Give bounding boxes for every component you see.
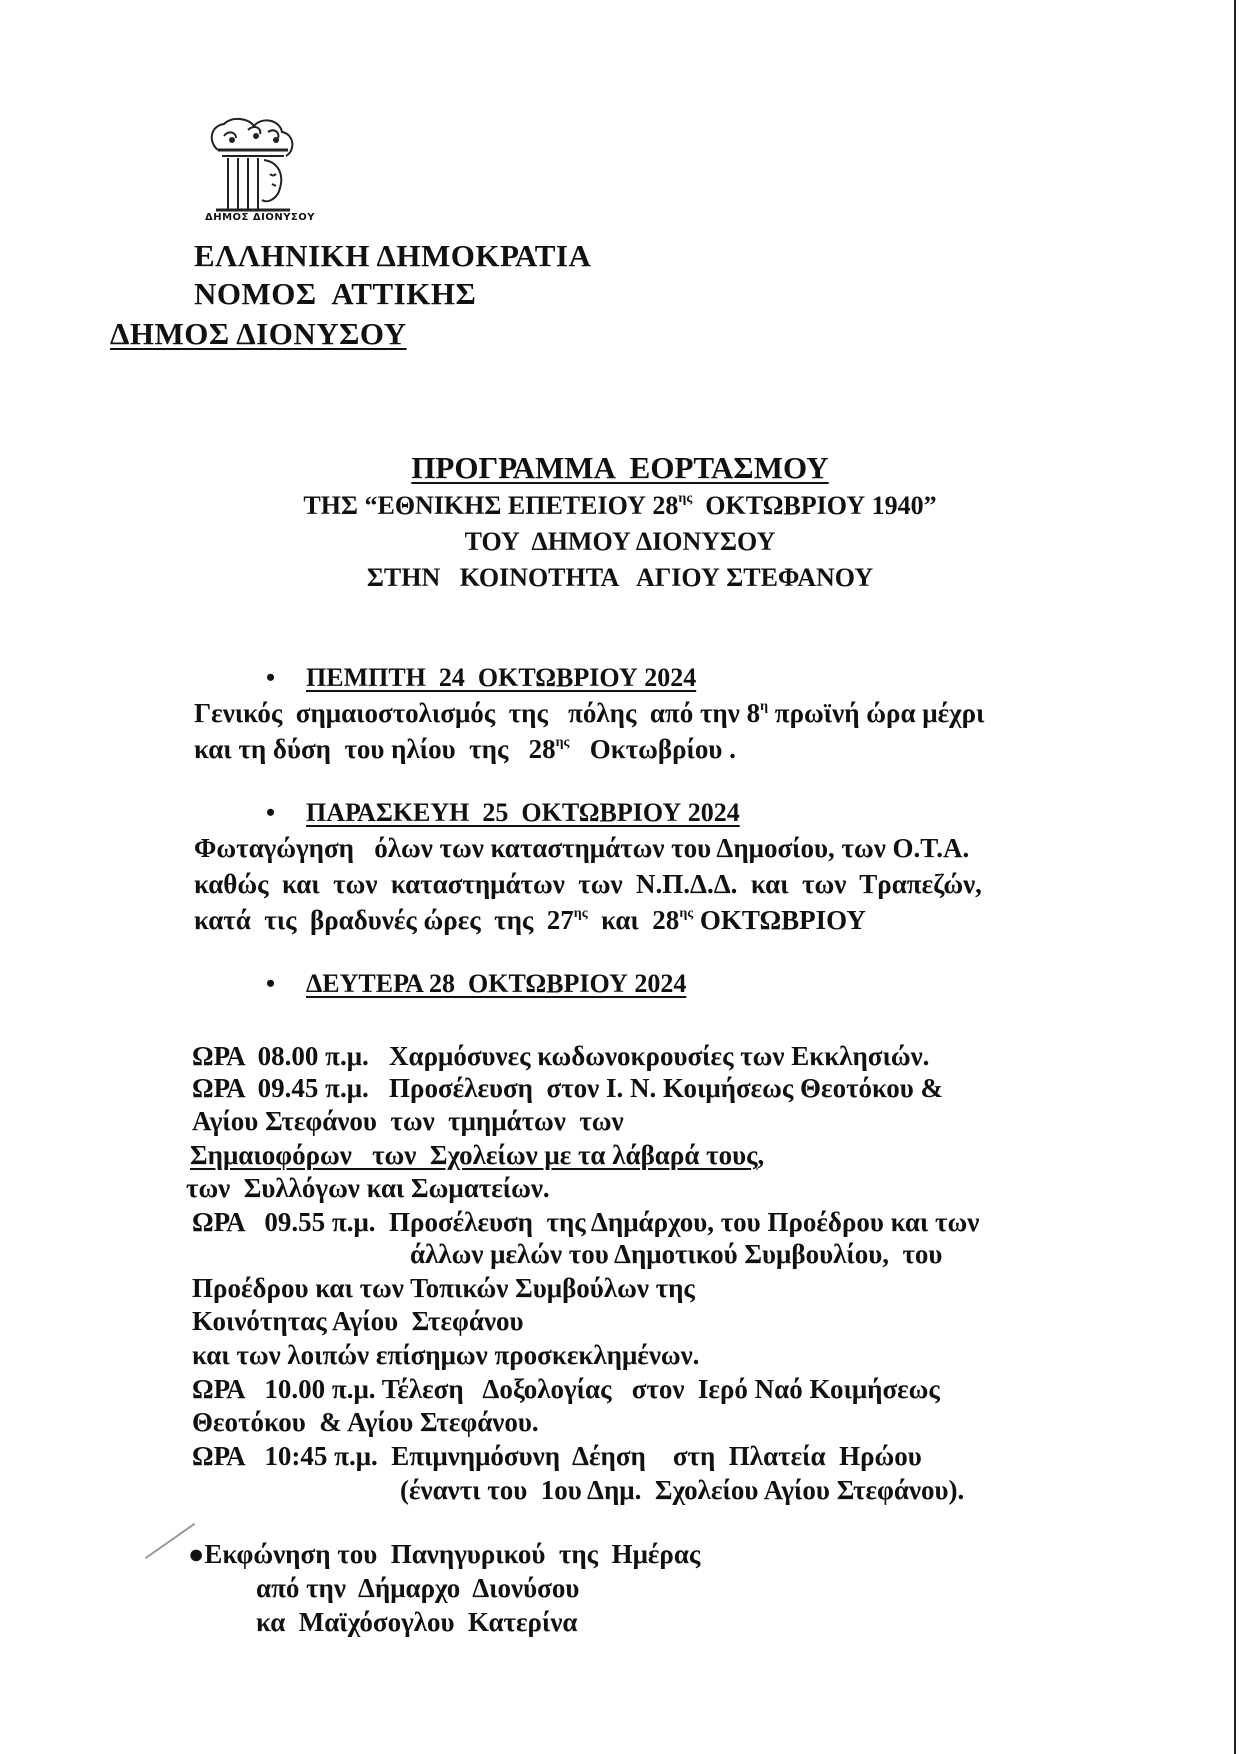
column-head-icon	[198, 112, 322, 216]
schedule-line: ΩΡΑ 08.00 π.μ. Χαρμόσυνες κωδωνοκρουσίες των Εκκλησιών.	[192, 1041, 930, 1071]
schedule-line: και των λοιπών επίσημων προσκεκλημένων.	[192, 1340, 700, 1370]
speech-line	[188, 1538, 700, 1570]
bullet-icon: •	[266, 969, 276, 998]
ordinal-suffix: ης	[678, 491, 693, 506]
subtitle-community: ΣΤΗΝ ΚΟΙΝΟΤΗΤΑ ΑΓΙΟΥ ΣΤΕΦΑΝΟΥ	[366, 563, 874, 592]
underlined-text: Σημαιοφόρων των Σχολείων με τα λάβαρά τους	[190, 1140, 758, 1170]
header-prefecture: ΝΟΜΟΣ ΑΤΤΙΚΗΣ	[194, 276, 477, 311]
schedule-line: Αγίου Στεφάνου των τμημάτων των	[192, 1106, 624, 1136]
schedule-line: Προέδρου και των Τοπικών Συμβούλων της	[192, 1273, 695, 1303]
ordinal-suffix: η	[760, 699, 769, 714]
day-heading-friday	[266, 797, 740, 829]
text: Οκτωβρίου .	[569, 734, 736, 764]
day2-text-line: καθώς και των καταστημάτων των Ν.Π.Δ.Δ. και των Τραπεζών,	[194, 869, 982, 899]
municipality-logo	[198, 112, 322, 226]
subtitle-municipality: ΤΟΥ ΔΗΜΟΥ ΔΙΟΝΥΣΟΥ	[464, 527, 776, 556]
text: και 28	[587, 905, 680, 935]
ordinal-suffix: ης	[555, 735, 570, 750]
schedule-line: ΩΡΑ 10.00 π.μ. Τέλεση Δοξολογίας στον Ιερό Ναό Κοιμήσεως	[192, 1374, 940, 1404]
ordinal-suffix: ης	[679, 906, 694, 921]
day2-text-line	[194, 904, 866, 936]
text: ,	[757, 1140, 765, 1170]
subtitle-text: ΤΗΣ “ΕΘΝΙΚΗΣ ΕΠΕΤΕΙΟΥ 28	[303, 491, 679, 520]
day1-text-line	[194, 733, 736, 765]
day-heading-monday	[266, 968, 686, 1000]
subtitle-text: ΟΚΤΩΒΡΙΟΥ 1940”	[692, 491, 937, 520]
schedule-line	[190, 1139, 764, 1171]
schedule-line: ΩΡΑ 09.45 π.μ. Προσέλευση στον Ι. Ν. Κοιμήσεως Θεοτόκου &	[192, 1073, 944, 1103]
day-heading-text: ΔΕΥΤΕΡΑ 28 ΟΚΤΩΒΡΙΟΥ 2024	[306, 969, 687, 998]
speech-line: κα Μαϊχόσογλου Κατερίνα	[256, 1607, 578, 1637]
schedule-line: (έναντι του 1ου Δημ. Σχολείου Αγίου Στεφάνου).	[400, 1475, 965, 1505]
schedule-line: Θεοτόκου & Αγίου Στεφάνου.	[192, 1407, 539, 1437]
schedule-line: των Συλλόγων και Σωματείων.	[186, 1173, 550, 1203]
header-country: ΕΛΛΗΝΙΚΗ ΔΗΜΟΚΡΑΤΙΑ	[194, 238, 592, 273]
text: κατά τις βραδυνές ώρες της 27	[194, 905, 574, 935]
ordinal-suffix: ης	[573, 906, 588, 921]
day1-text-line	[194, 697, 984, 729]
schedule-line: άλλων μελών του Δημοτικού Συμβουλίου, του	[410, 1239, 943, 1269]
bullet-icon: •	[266, 663, 276, 692]
text: πρωϊνή ώρα μέχρι	[768, 698, 985, 728]
bullet-icon: •	[266, 798, 276, 827]
day-heading-text: ΠΑΡΑΣΚΕΥΗ 25 ΟΚΤΩΒΡΙΟΥ 2024	[306, 798, 740, 827]
day2-text-line: Φωταγώγηση όλων των καταστημάτων του Δημοσίου, των Ο.Τ.Α.	[194, 833, 970, 863]
speech-line: από την Δήμαρχο Διονύσου	[256, 1573, 580, 1603]
page-title: ΠΡΟΓΡΑΜΜΑ ΕΟΡΤΑΣΜΟΥ	[411, 450, 829, 485]
text: και τη δύση του ηλίου της 28	[194, 734, 556, 764]
day-heading-thursday	[266, 662, 696, 694]
day-heading-text: ΠΕΜΠΤΗ 24 ΟΚΤΩΒΡΙΟΥ 2024	[306, 663, 697, 692]
text: Γενικός σημαιοστολισμός της πόλης από την 8	[194, 698, 761, 728]
header-municipality: ΔΗΜΟΣ ΔΙΟΝΥΣΟΥ	[110, 316, 407, 351]
schedule-line: ΩΡΑ 09.55 π.μ. Προσέλευση της Δημάρχου, του Προέδρου και των	[192, 1207, 980, 1237]
bullet-icon: ●	[188, 1539, 205, 1569]
schedule-line: ΩΡΑ 10:45 π.μ. Επιμνημόσυνη Δέηση στη Πλατεία Ηρώου	[192, 1441, 922, 1471]
scan-edge	[1234, 0, 1236, 1754]
text: ΟΚΤΩΒΡΙΟΥ	[693, 905, 866, 935]
schedule-line: Κοινότητας Αγίου Στεφάνου	[192, 1306, 524, 1336]
subtitle-anniversary	[0, 490, 1240, 522]
text: Εκφώνηση του Πανηγυρικού της Ημέρας	[204, 1539, 701, 1569]
logo-caption: ΔΗΜΟΣ ΔΙΟΝΥΣΟΥ	[204, 212, 316, 223]
